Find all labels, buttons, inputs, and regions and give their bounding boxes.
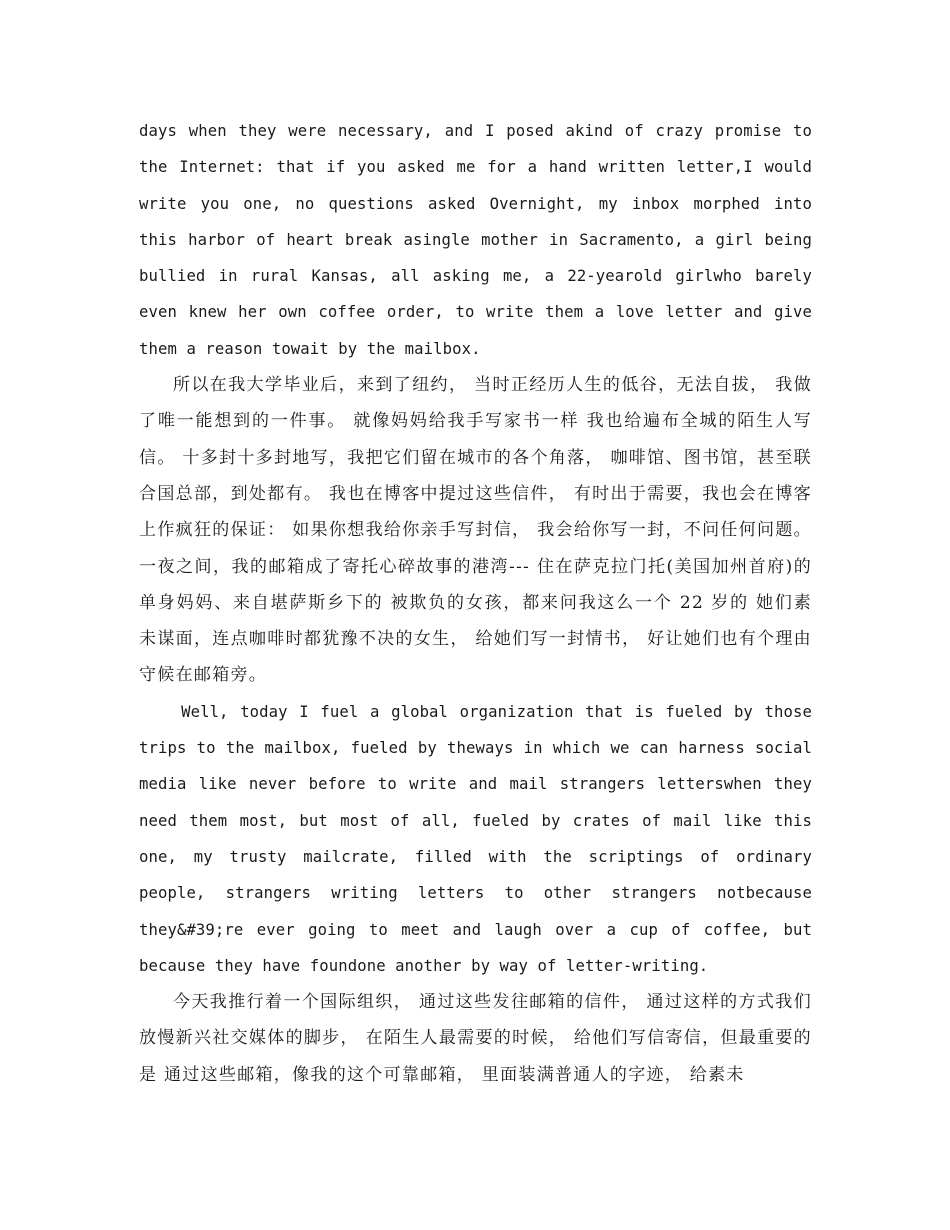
paragraph-english-1: days when they were necessary, and I posed akind of crazy promise to the Internet: that if you asked me for a hand written letter,I would write you one, no questions asked Overnight, my inbox morphed into this harbor of heart break asingle mother in Sacramento, a girl being bullied in rural Kansas, all asking me, a 22-yearold girlwho barely even knew her own coffee order, to write them a love letter and give them a reason towait by the mailbox. — [139, 122, 812, 358]
document-body — [139, 113, 812, 1093]
paragraph-chinese-1: 所以在我大学毕业后，来到了纽约， 当时正经历人生的低谷，无法自拔， 我做了唯一能想到的一件事。 就像妈妈给我手写家书一样 我也给遍布全城的陌生人写信。 十多封十多封地写，我把它们留在城市的各个角落， 咖啡馆、图书馆，甚至联合国总部，到处都有。 我也在博客中提过这些信件， 有时出于需要，我也会在博客上作疯狂的保证： 如果你想我给你亲手写封信， 我会给你写一封，不问任何问题。 一夜之间，我的邮箱成了寄托心碎故事的港湾--- 住在萨克拉门托(美国加州首府)的单身妈妈、来自堪萨斯乡下的 被欺负的女孩，都来问我这么一个 22 岁的 她们素未谋面，连点咖啡时都犹豫不决的女生， 给她们写一封情书， 好让她们也有个理由守候在邮箱旁。 — [139, 375, 812, 686]
paragraph-chinese-2: 今天我推行着一个国际组织， 通过这些发往邮箱的信件， 通过这样的方式我们放慢新兴社交媒体的脚步， 在陌生人最需要的时候， 给他们写信寄信，但最重要的是 通过这些邮箱，像我的这个可靠邮箱， 里面装满普通人的字迹， 给素未 — [139, 992, 812, 1085]
paragraph-english-2: Well, today I fuel a global organization that is fueled by those trips to the mailbox, fueled by theways in which we can harness social media like never before to write and mail strangers letterswhen they need them most, but most of all, fueled by crates of mail like this one, my trusty mailcrate, filled with the scriptings of ordinary people, strangers writing letters to other strangers notbecause they&#39;re ever going to meet and laugh over a cup of coffee, but because they have foundone another by way of letter-writing. — [139, 702, 812, 975]
